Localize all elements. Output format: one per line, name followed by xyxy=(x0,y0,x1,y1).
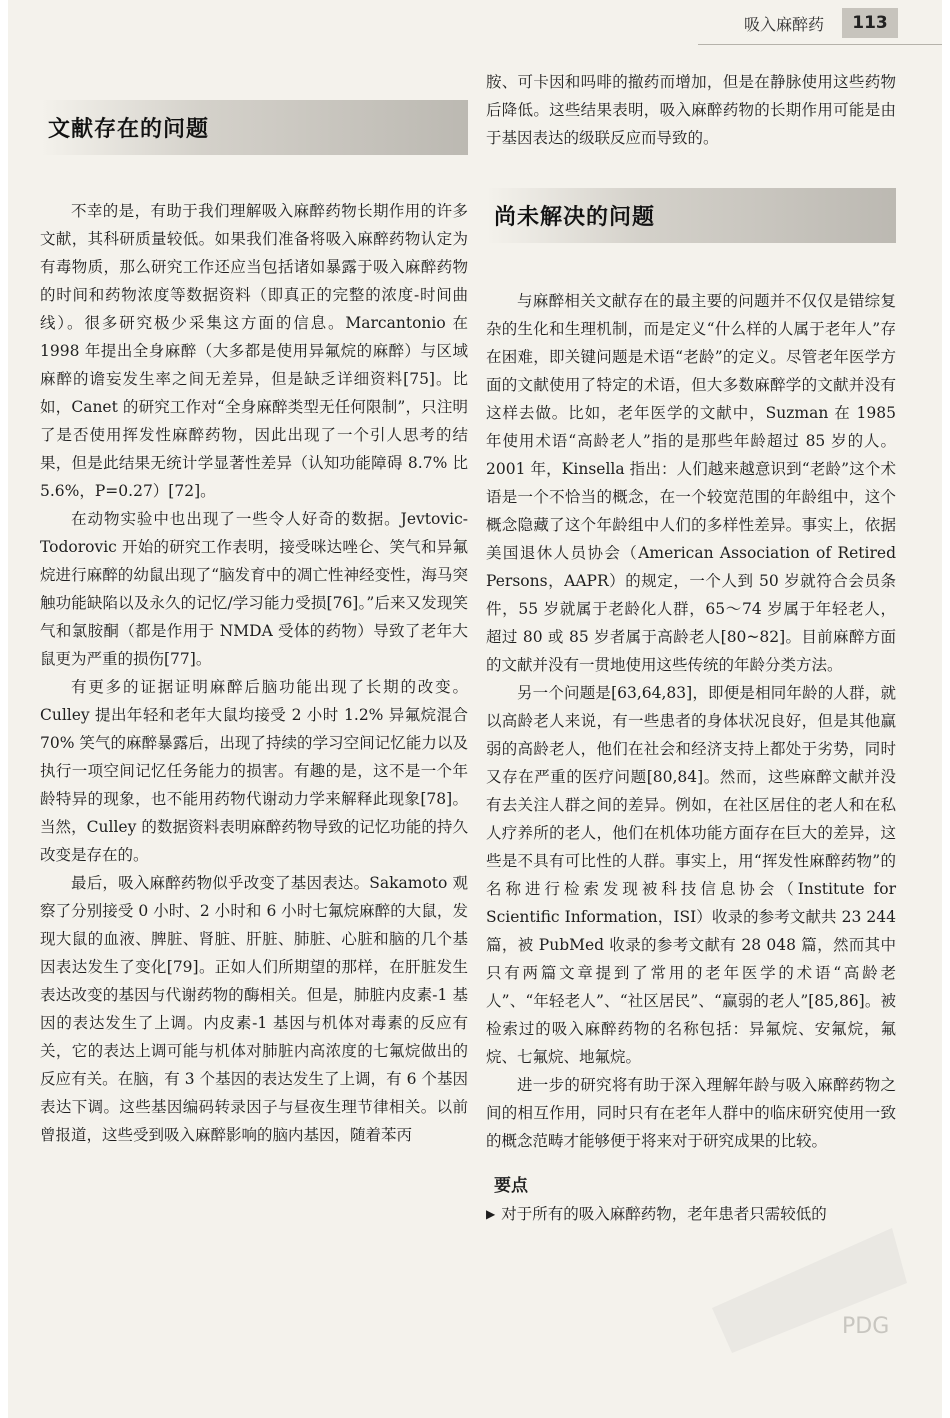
paragraph: 有更多的证据证明麻醉后脑功能出现了长期的改变。Culley 提出年轻和老年大鼠均接受 2 小时 1.2% 异氟烷混合 70% 笑气的麻醉暴露后，出现了持续的学习空间记忆能力以及执行一项空间记忆任务能力的损害。有趣的是，这不是一个年龄特异的现象，也不能用药物代谢动力学来解释此现象[78]。当然，Culley 的数据资料表明麻醉药物导致的记忆功能的持久改变是存在的。 xyxy=(40,678,468,864)
paragraph: 不幸的是，有助于我们理解吸入麻醉药物长期作用的许多文献，其科研质量较低。如果我们准备将吸入麻醉药物认定为有毒物质，那么研究工作还应当包括诸如暴露于吸入麻醉药物的时间和药物浓度等数据资料（即真正的完整的浓度-时间曲线）。很多研究极少采集这方面的信息。Marcantonio 在 1998 年提出全身麻醉（大多都是使用异氟烷的麻醉）与区域麻醉的谵妄发生率之间无差异，但是缺乏详细资料[75]。比如，Canet 的研究工作对“全身麻醉类型无任何限制”，只注明了是否使用挥发性麻醉药物，因此出现了一个引人思考的结果，但是此结果无统计学显著性差异（认知功能障碍 8.7% 比 5.6%，P=0.27）[72]。 xyxy=(40,202,468,500)
left-column xyxy=(40,100,468,1149)
key-points-heading: 要点 xyxy=(494,1176,528,1196)
paragraph-continuation: 胺、可卡因和吗啡的撤药而增加，但是在静脉使用这些药物后降低。这些结果表明，吸入麻醉药物的长期作用可能是由于基因表达的级联反应而导致的。 xyxy=(486,73,896,147)
section-title-literature-problems: 文献存在的问题 xyxy=(40,100,468,155)
running-title: 吸入麻醉药 xyxy=(743,15,824,34)
paragraph: 进一步的研究将有助于深入理解年龄与吸入麻醉药物之间的相互作用，同时只有在老年人群中的临床研究使用一致的概念范畴才能够便于将来对于研究成果的比较。 xyxy=(486,1076,896,1150)
header-rule xyxy=(698,44,942,45)
page-number: 113 xyxy=(842,8,898,38)
triangle-bullet-icon: ▶ xyxy=(486,1207,496,1221)
right-column xyxy=(486,68,896,1228)
pdg-watermark xyxy=(692,1108,922,1358)
watermark-text: PDG xyxy=(842,1314,890,1339)
book-page xyxy=(8,0,942,1418)
paragraph: 另一个问题是[63,64,83]，即便是相同年龄的人群，就以高龄老人来说，有一些患者的身体状况良好，但是其他赢弱的高龄老人，他们在社会和经济支持上都处于劣势，同时又存在严重的医疗问题[80,84]。然而，这些麻醉文献并没有去关注人群之间的差异。例如，在社区居住的老人和在私人疗养所的老人，他们在机体功能方面存在巨大的差异，这些是不具有可比性的人群。事实上，用“挥发性麻醉药物”的名称进行检索发现被科技信息协会（Institute for Scientific Information，ISI）收录的参考文献共 23 244 篇，被 PubMed 收录的参考文献有 28 048 篇，然而其中只有两篇文章提到了常用的老年医学的术语“高龄老人”、“年轻老人”、“社区居民”、“赢弱的老人”[85,86]。被检索过的吸入麻醉药物的名称包括：异氟烷、安氟烷，氟烷、七氟烷、地氟烷。 xyxy=(486,684,896,1066)
section-title-unresolved-problems: 尚未解决的问题 xyxy=(486,188,896,243)
paragraph: 在动物实验中也出现了一些令人好奇的数据。Jevtovic-Todorovic 开始的研究工作表明，接受咪达唑仑、笑气和异氟烷进行麻醉的幼鼠出现了“脑发育中的凋亡性神经变性，海马突触功能缺陷以及永久的记忆/学习能力受损[76]。”后来又发现笑气和氯胺酮（都是作用于 NMDA 受体的药物）导致了老年大鼠更为严重的损伤[77]。 xyxy=(40,510,468,668)
key-point-text: 对于所有的吸入麻醉药物，老年患者只需较低的 xyxy=(501,1205,827,1223)
paragraph: 与麻醉相关文献存在的最主要的问题并不仅仅是错综复杂的生化和生理机制，而是定义“什么样的人属于老年人”存在困难，即关键问题是术语“老龄”的定义。尽管老年医学方面的文献使用了特定的术语，但大多数麻醉学的文献并没有这样去做。比如，老年医学的文献中，Suzman 在 1985 年使用术语“高龄老人”指的是那些年龄超过 85 岁的人。2001 年，Kinsella 指出：人们越来越意识到“老龄”这个术语是一个不恰当的概念，在一个较宽范围的年龄组中，这个概念隐藏了这个年龄组中人们的多样性差异。事实上，依据美国退休人员协会（American Association of Retired Persons，AAPR）的规定，一个人到 50 岁就符合会员条件，55 岁就属于老龄化人群，65～74 岁属于年轻老人，超过 80 或 85 岁者属于高龄老人[80~82]。目前麻醉方面的文献并没有一贯地使用这些传统的年龄分类方法。 xyxy=(486,292,896,674)
paragraph: 最后，吸入麻醉药物似乎改变了基因表达。Sakamoto 观察了分别接受 0 小时、2 小时和 6 小时七氟烷麻醉的大鼠，发现大鼠的血液、脾脏、肾脏、肝脏、肺脏、心脏和脑的几个基因表达发生了变化[79]。正如人们所期望的那样，在肝脏发生表达改变的基因与代谢药物的酶相关。但是，肺脏内皮素-1 基因的表达发生了上调。内皮素-1 基因与机体对毒素的反应有关，它的表达上调可能与机体对肺脏内高浓度的七氟烷做出的反应有关。在脑，有 3 个基因的表达发生了上调，有 6 个基因表达下调。这些基因编码转录因子与昼夜生理节律相关。以前曾报道，这些受到吸入麻醉影响的脑内基因，随着苯丙 xyxy=(40,874,468,1144)
